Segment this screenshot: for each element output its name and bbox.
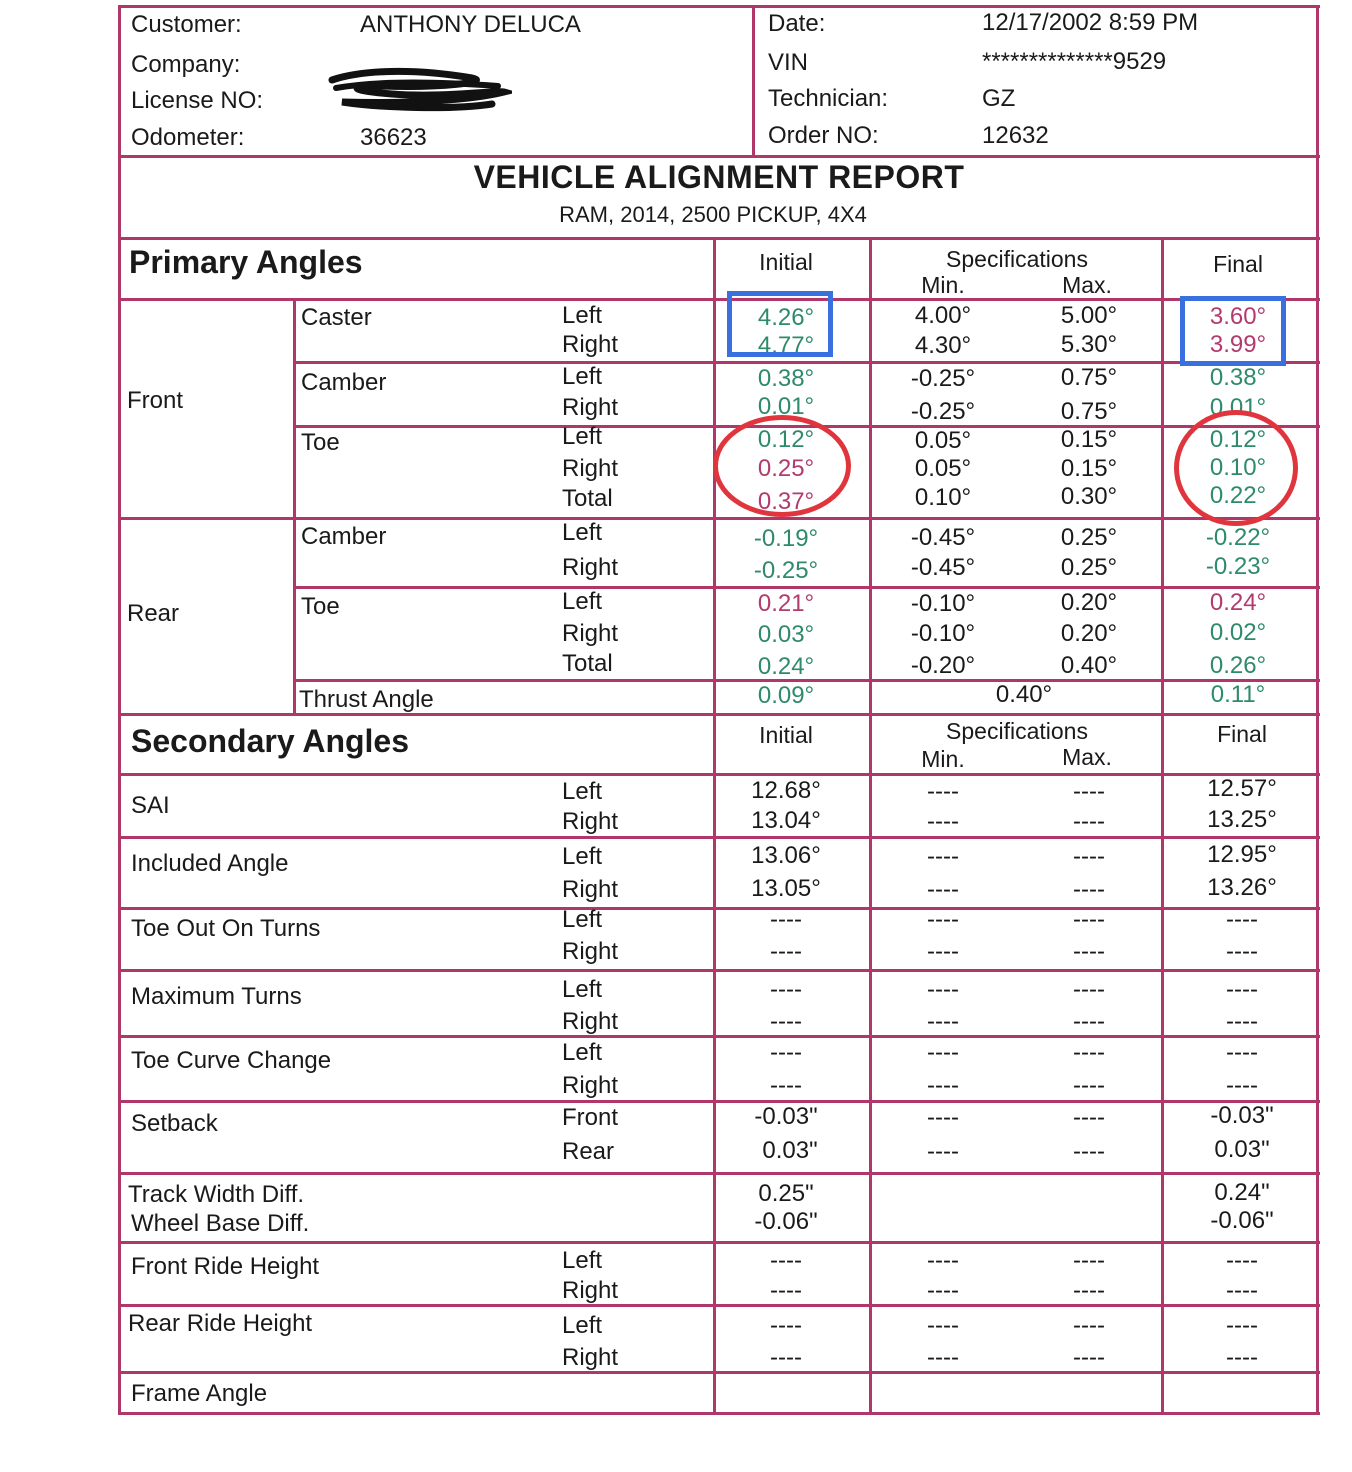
track-width-final: 0.24": [1214, 1179, 1270, 1206]
rule-bottom: [118, 1412, 1320, 1415]
technician-label: Technician:: [768, 85, 889, 112]
col-final-header: Final: [1217, 721, 1267, 747]
setback-label: Setback: [131, 1110, 218, 1137]
dash-cell: ----: [927, 1072, 959, 1099]
side-label: Left: [562, 976, 603, 1003]
side-label: Left: [562, 423, 603, 450]
dash-cell: ----: [770, 976, 802, 1003]
front-toe-total-max: 0.30°: [1060, 483, 1118, 510]
front-toe-left-max: 0.15°: [1060, 426, 1118, 453]
rear-camber-left-min: -0.45°: [910, 524, 976, 551]
dash-cell: ----: [1073, 938, 1105, 965]
rule: [118, 836, 1320, 839]
front-toe-label: Toe: [301, 429, 340, 456]
dash-cell: ----: [1226, 906, 1258, 933]
dash-cell: ----: [1226, 1247, 1258, 1274]
caster-right-min: 4.30°: [914, 332, 972, 359]
rule: [118, 1304, 1320, 1307]
vin-label: VIN: [768, 49, 809, 76]
side-label: Left: [562, 363, 603, 390]
dash-cell: ----: [927, 1247, 959, 1274]
caster-left-max: 5.00°: [1060, 302, 1118, 329]
dash-cell: ----: [770, 1277, 802, 1304]
front-toe-final-circle: [1174, 410, 1298, 526]
wheel-base-initial: -0.06": [754, 1208, 818, 1235]
rule-header-divider: [752, 5, 755, 157]
setback-front-final: -0.03": [1210, 1102, 1274, 1129]
rear-camber-label: Camber: [301, 523, 387, 550]
col-initial-header: Initial: [759, 249, 813, 275]
front-camber-right-final: 0.01°: [1209, 394, 1267, 421]
dash-cell: ----: [1226, 1312, 1258, 1339]
dash-cell: ----: [927, 1104, 959, 1131]
odometer-label: Odometer:: [131, 124, 245, 151]
rule: [118, 1371, 1320, 1374]
side-label: Right: [562, 938, 619, 965]
caster-left-min: 4.00°: [914, 302, 972, 329]
rear-camber-left-max: 0.25°: [1060, 524, 1118, 551]
front-ride-height-label: Front Ride Height: [131, 1253, 320, 1280]
dash-cell: ----: [927, 843, 959, 870]
dash-cell: ----: [1073, 843, 1105, 870]
dash-cell: ----: [927, 938, 959, 965]
front-toe-total-final: 0.22°: [1209, 482, 1267, 509]
side-label: Right: [562, 331, 619, 358]
front-toe-right-initial: 0.25°: [757, 455, 815, 482]
rear-camber-right-final: -0.23°: [1205, 553, 1271, 580]
front-toe-left-initial: 0.12°: [757, 426, 815, 453]
rule: [295, 586, 1320, 589]
dash-cell: ----: [1073, 1247, 1105, 1274]
maximum-turns-label: Maximum Turns: [131, 983, 302, 1010]
dash-cell: ----: [1073, 1138, 1105, 1165]
odometer-value: 36623: [360, 124, 427, 151]
front-toe-right-final: 0.10°: [1209, 454, 1267, 481]
dash-cell: ----: [927, 1008, 959, 1035]
thrust-final: 0.11°: [1210, 681, 1266, 708]
rule-top: [118, 5, 1320, 8]
dash-cell: ----: [770, 1072, 802, 1099]
dash-cell: ----: [770, 1344, 802, 1371]
rule-col-spec: [869, 238, 872, 1414]
rule: [295, 361, 1320, 364]
rear-toe-right-min: -0.10°: [910, 620, 976, 647]
dash-cell: ----: [1073, 1039, 1105, 1066]
side-label: Left: [562, 843, 603, 870]
rear-axle-label: Rear: [127, 600, 180, 627]
front-camber-left-initial: 0.38°: [757, 365, 815, 392]
rear-toe-total-final: 0.26°: [1209, 652, 1267, 679]
dash-cell: ----: [770, 1247, 802, 1274]
rule-right: [1316, 5, 1319, 1415]
col-spec-header: Specifications: [946, 246, 1088, 272]
side-label: Left: [562, 1247, 603, 1274]
company-label: Company:: [131, 51, 241, 78]
sai-right-final: 13.25°: [1207, 806, 1277, 833]
track-width-diff-label: Track Width Diff.: [128, 1181, 305, 1208]
rear-camber-left-initial: -0.19°: [753, 525, 819, 552]
dash-cell: ----: [1073, 1344, 1105, 1371]
dash-cell: ----: [1073, 778, 1105, 805]
rule: [118, 237, 1320, 240]
rule: [118, 298, 1320, 301]
caster-right-max: 5.30°: [1060, 331, 1118, 358]
customer-label: Customer:: [131, 11, 242, 38]
date-label: Date:: [768, 10, 826, 37]
caster-final-highlight-box: [1180, 296, 1286, 366]
front-toe-right-max: 0.15°: [1060, 455, 1118, 482]
redaction-scribble: [322, 60, 512, 120]
caster-left-final: 3.60°: [1209, 303, 1267, 330]
rule: [118, 773, 1320, 776]
rear-toe-total-max: 0.40°: [1060, 652, 1118, 679]
rule-col-angle: [293, 299, 296, 715]
technician-value: GZ: [982, 85, 1016, 112]
caster-right-final: 3.99°: [1209, 331, 1267, 358]
front-camber-label: Camber: [301, 369, 387, 396]
included-right-final: 13.26°: [1207, 874, 1277, 901]
side-label: Right: [562, 1277, 619, 1304]
rule: [118, 155, 1320, 158]
side-label: Left: [562, 906, 603, 933]
rear-toe-total-min: -0.20°: [910, 652, 976, 679]
side-label: Left: [562, 519, 603, 546]
rule: [118, 969, 1320, 972]
col-max-header: Max.: [1062, 272, 1112, 298]
order-label: Order NO:: [768, 122, 879, 149]
rear-toe-right-max: 0.20°: [1060, 620, 1118, 647]
caster-left-initial: 4.26°: [757, 304, 815, 331]
rear-camber-left-final: -0.22°: [1205, 524, 1271, 551]
rear-toe-left-initial: 0.21°: [757, 590, 815, 617]
front-axle-label: Front: [127, 387, 184, 414]
front-toe-total-initial: 0.37°: [757, 488, 815, 515]
rule-col-initial: [713, 238, 716, 1414]
side-label: Right: [562, 808, 619, 835]
caster-right-initial: 4.77°: [757, 332, 815, 359]
dash-cell: ----: [1226, 1344, 1258, 1371]
front-camber-right-min: -0.25°: [910, 398, 976, 425]
sai-left-initial: 12.68°: [751, 777, 821, 804]
side-label: Right: [562, 455, 619, 482]
rear-camber-right-max: 0.25°: [1060, 554, 1118, 581]
dash-cell: ----: [927, 906, 959, 933]
license-label: License NO:: [131, 87, 264, 114]
rear-toe-left-min: -0.10°: [910, 590, 976, 617]
front-toe-right-min: 0.05°: [914, 455, 972, 482]
setback-rear-final: 0.03": [1214, 1136, 1270, 1163]
dash-cell: ----: [1073, 808, 1105, 835]
order-value: 12632: [982, 122, 1049, 149]
thrust-spec: 0.40°: [995, 681, 1053, 708]
included-right-initial: 13.05°: [751, 875, 821, 902]
side-label: Total: [562, 485, 613, 512]
rear-toe-label: Toe: [301, 593, 340, 620]
rear-ride-height-label: Rear Ride Height: [128, 1310, 313, 1337]
front-camber-left-final: 0.38°: [1209, 364, 1267, 391]
rear-toe-left-max: 0.20°: [1060, 589, 1118, 616]
side-label: Right: [562, 1072, 619, 1099]
wheel-base-final: -0.06": [1210, 1207, 1274, 1234]
dash-cell: ----: [927, 808, 959, 835]
rule: [118, 1100, 1320, 1103]
dash-cell: ----: [927, 1277, 959, 1304]
rule: [118, 907, 1320, 910]
sai-right-initial: 13.04°: [751, 807, 821, 834]
side-label: Left: [562, 778, 603, 805]
side-label: Right: [562, 1344, 619, 1371]
side-label: Total: [562, 650, 613, 677]
customer-value: ANTHONY DELUCA: [360, 11, 581, 38]
dash-cell: ----: [927, 1138, 959, 1165]
dash-cell: ----: [1073, 1072, 1105, 1099]
included-angle-label: Included Angle: [131, 850, 289, 877]
side-label: Left: [562, 302, 603, 329]
toe-out-on-turns-label: Toe Out On Turns: [131, 915, 321, 942]
col-initial-header: Initial: [759, 722, 813, 748]
dash-cell: ----: [1073, 1312, 1105, 1339]
dash-cell: ----: [927, 1344, 959, 1371]
dash-cell: ----: [770, 906, 802, 933]
report-title: VEHICLE ALIGNMENT REPORT: [473, 159, 965, 195]
front-camber-right-max: 0.75°: [1060, 398, 1118, 425]
dash-cell: ----: [1226, 1072, 1258, 1099]
dash-cell: ----: [1226, 1039, 1258, 1066]
front-toe-total-min: 0.10°: [914, 484, 972, 511]
col-min-header: Min.: [921, 272, 965, 298]
rule-left: [118, 5, 121, 1415]
thrust-angle-label: Thrust Angle: [299, 686, 434, 713]
dash-cell: ----: [770, 1039, 802, 1066]
dash-cell: ----: [1073, 876, 1105, 903]
included-left-final: 12.95°: [1207, 841, 1277, 868]
primary-angles-heading: Primary Angles: [129, 244, 363, 280]
rear-toe-right-initial: 0.03°: [757, 621, 815, 648]
date-value: 12/17/2002 8:59 PM: [982, 9, 1199, 36]
side-label: Right: [562, 620, 619, 647]
col-final-header: Final: [1213, 251, 1263, 277]
vin-value: **************9529: [982, 48, 1167, 75]
dash-cell: ----: [927, 778, 959, 805]
rear-camber-right-initial: -0.25°: [753, 557, 819, 584]
col-spec-header: Specifications: [946, 718, 1088, 744]
caster-initial-highlight-box: [727, 291, 833, 357]
sai-left-final: 12.57°: [1207, 775, 1277, 802]
dash-cell: ----: [1226, 976, 1258, 1003]
included-left-initial: 13.06°: [751, 842, 821, 869]
thrust-initial: 0.09°: [757, 682, 815, 709]
track-width-initial: 0.25": [758, 1180, 814, 1207]
front-toe-left-final: 0.12°: [1209, 426, 1267, 453]
dash-cell: ----: [1226, 1008, 1258, 1035]
front-toe-initial-circle: [713, 415, 851, 517]
vehicle-description: RAM, 2014, 2500 PICKUP, 4X4: [559, 202, 867, 227]
col-min-header: Min.: [921, 746, 965, 772]
front-camber-left-min: -0.25°: [910, 365, 976, 392]
side-label: Left: [562, 1312, 603, 1339]
rear-toe-left-final: 0.24°: [1209, 589, 1267, 616]
rule-col-final: [1161, 238, 1164, 1414]
wheel-base-diff-label: Wheel Base Diff.: [131, 1210, 310, 1237]
setback-rear-initial: 0.03": [762, 1137, 818, 1164]
front-camber-left-max: 0.75°: [1060, 364, 1118, 391]
side-label: Right: [562, 394, 619, 421]
dash-cell: ----: [1226, 1277, 1258, 1304]
dash-cell: ----: [1073, 1008, 1105, 1035]
col-max-header: Max.: [1062, 744, 1112, 770]
dash-cell: ----: [1073, 1277, 1105, 1304]
side-label: Left: [562, 1039, 603, 1066]
front-camber-right-initial: 0.01°: [757, 393, 815, 420]
caster-label: Caster: [301, 304, 372, 331]
rule: [118, 1172, 1320, 1175]
dash-cell: ----: [1073, 1104, 1105, 1131]
side-label: Right: [562, 554, 619, 581]
dash-cell: ----: [770, 938, 802, 965]
rear-toe-total-initial: 0.24°: [757, 653, 815, 680]
side-label: Right: [562, 876, 619, 903]
front-toe-left-min: 0.05°: [914, 427, 972, 454]
dash-cell: ----: [1226, 938, 1258, 965]
rear-toe-right-final: 0.02°: [1209, 619, 1267, 646]
side-label: Front: [562, 1104, 619, 1131]
rear-camber-right-min: -0.45°: [910, 554, 976, 581]
side-label: Right: [562, 1008, 619, 1035]
frame-angle-label: Frame Angle: [131, 1380, 268, 1407]
side-label: Left: [562, 588, 603, 615]
dash-cell: ----: [927, 876, 959, 903]
secondary-angles-heading: Secondary Angles: [131, 723, 410, 759]
dash-cell: ----: [770, 1312, 802, 1339]
setback-front-initial: -0.03": [754, 1103, 818, 1130]
rule: [118, 1241, 1320, 1244]
sai-label: SAI: [131, 792, 170, 819]
dash-cell: ----: [770, 1008, 802, 1035]
dash-cell: ----: [927, 1312, 959, 1339]
rule: [118, 517, 1320, 520]
dash-cell: ----: [1073, 976, 1105, 1003]
toe-curve-change-label: Toe Curve Change: [131, 1047, 332, 1074]
side-label: Rear: [562, 1138, 615, 1165]
dash-cell: ----: [927, 976, 959, 1003]
dash-cell: ----: [927, 1039, 959, 1066]
rule: [118, 1035, 1320, 1038]
dash-cell: ----: [1073, 906, 1105, 933]
